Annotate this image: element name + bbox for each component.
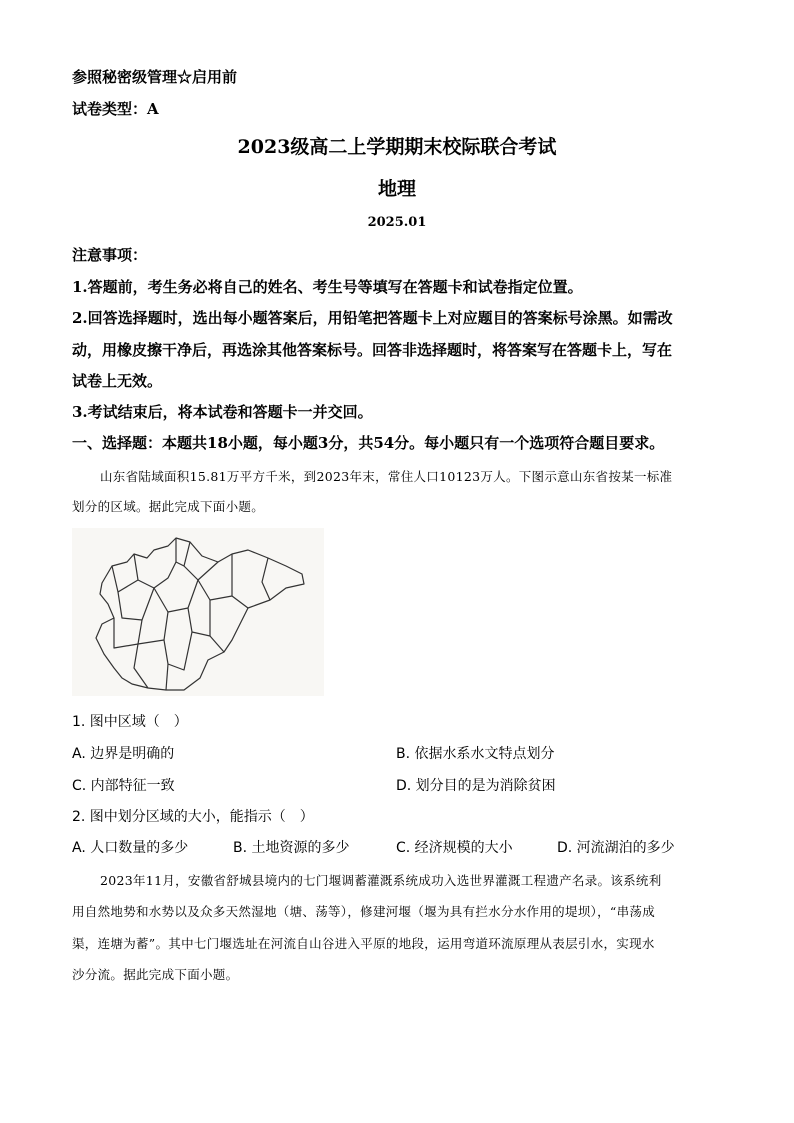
question-2-option-b: B. 土地资源的多少 xyxy=(233,840,350,856)
question-1-option-c: C. 内部特征一致 xyxy=(72,778,175,794)
passage-2-line-4: 沙分流。据此完成下面小题。 xyxy=(72,967,239,982)
paper-type-label: 试卷类型：A xyxy=(72,100,159,118)
confidential-label: 参照秘密级管理☆启用前 xyxy=(72,68,238,86)
question-1-option-b: B. 依据水系水文特点划分 xyxy=(396,746,555,762)
question-2-stem: 2. 图中划分区域的大小，能指示（ ） xyxy=(72,809,314,825)
notice-item-1: 1.答题前，考生务必将自己的姓名、考生号等填写在答题卡和试卷指定位置。 xyxy=(72,278,583,296)
question-2-option-d: D. 河流湖泊的多少 xyxy=(557,840,675,856)
notice-item-2-line-1: 2.回答选择题时，选出每小题答案后，用铅笔把答题卡上对应题目的答案标号涂黑。如需改 xyxy=(72,309,673,327)
notice-item-2-line-3: 试卷上无效。 xyxy=(72,372,163,390)
exam-date: 2025.01 xyxy=(367,215,427,230)
passage-2-line-3: 渠，连塘为蓄”。其中七门堰选址在河流自山谷进入平原的地段，运用弯道环流原理从表层引水，实现水 xyxy=(72,936,655,951)
question-1-stem: 1. 图中区域（ ） xyxy=(72,714,188,730)
question-2-option-a: A. 人口数量的多少 xyxy=(72,840,189,856)
question-2-option-c: C. 经济规模的大小 xyxy=(396,840,513,856)
subject-title: 地理 xyxy=(377,178,416,200)
exam-title: 2023级高二上学期期末校际联合考试 xyxy=(237,136,557,158)
passage-1-line-2: 划分的区域。据此完成下面小题。 xyxy=(72,499,265,514)
region-map-drawing xyxy=(72,528,324,696)
notice-item-2-line-2: 动，用橡皮擦干净后，再选涂其他答案标号。回答非选择题时，将答案写在答题卡上，写在 xyxy=(72,341,673,359)
passage-2-line-2: 用自然地势和水势以及众多天然湿地（塘、荡等），修建河堰（堰为具有拦水分水作用的堤坝），“串荡成 xyxy=(72,904,655,919)
question-1-option-a: A. 边界是明确的 xyxy=(72,746,175,762)
passage-2-line-1: 2023年11月，安徽省舒城县境内的七门堰调蓄灌溉系统成功入选世界灌溉工程遗产名录。该系统利 xyxy=(100,873,662,888)
passage-1-line-1: 山东省陆域面积15.81万平方千米，到2023年末，常住人口10123万人。下图示意山东省按某一标准 xyxy=(100,469,673,484)
shandong-region-map xyxy=(72,528,324,696)
notice-item-3: 3.考试结束后，将本试卷和答题卡一并交回。 xyxy=(72,403,373,421)
question-1-option-d: D. 划分目的是为消除贫困 xyxy=(396,778,556,794)
section-1-heading: 一、选择题：本题共18小题，每小题3分，共54分。每小题只有一个选项符合题目要求。 xyxy=(72,434,665,452)
notice-heading: 注意事项： xyxy=(72,246,148,264)
